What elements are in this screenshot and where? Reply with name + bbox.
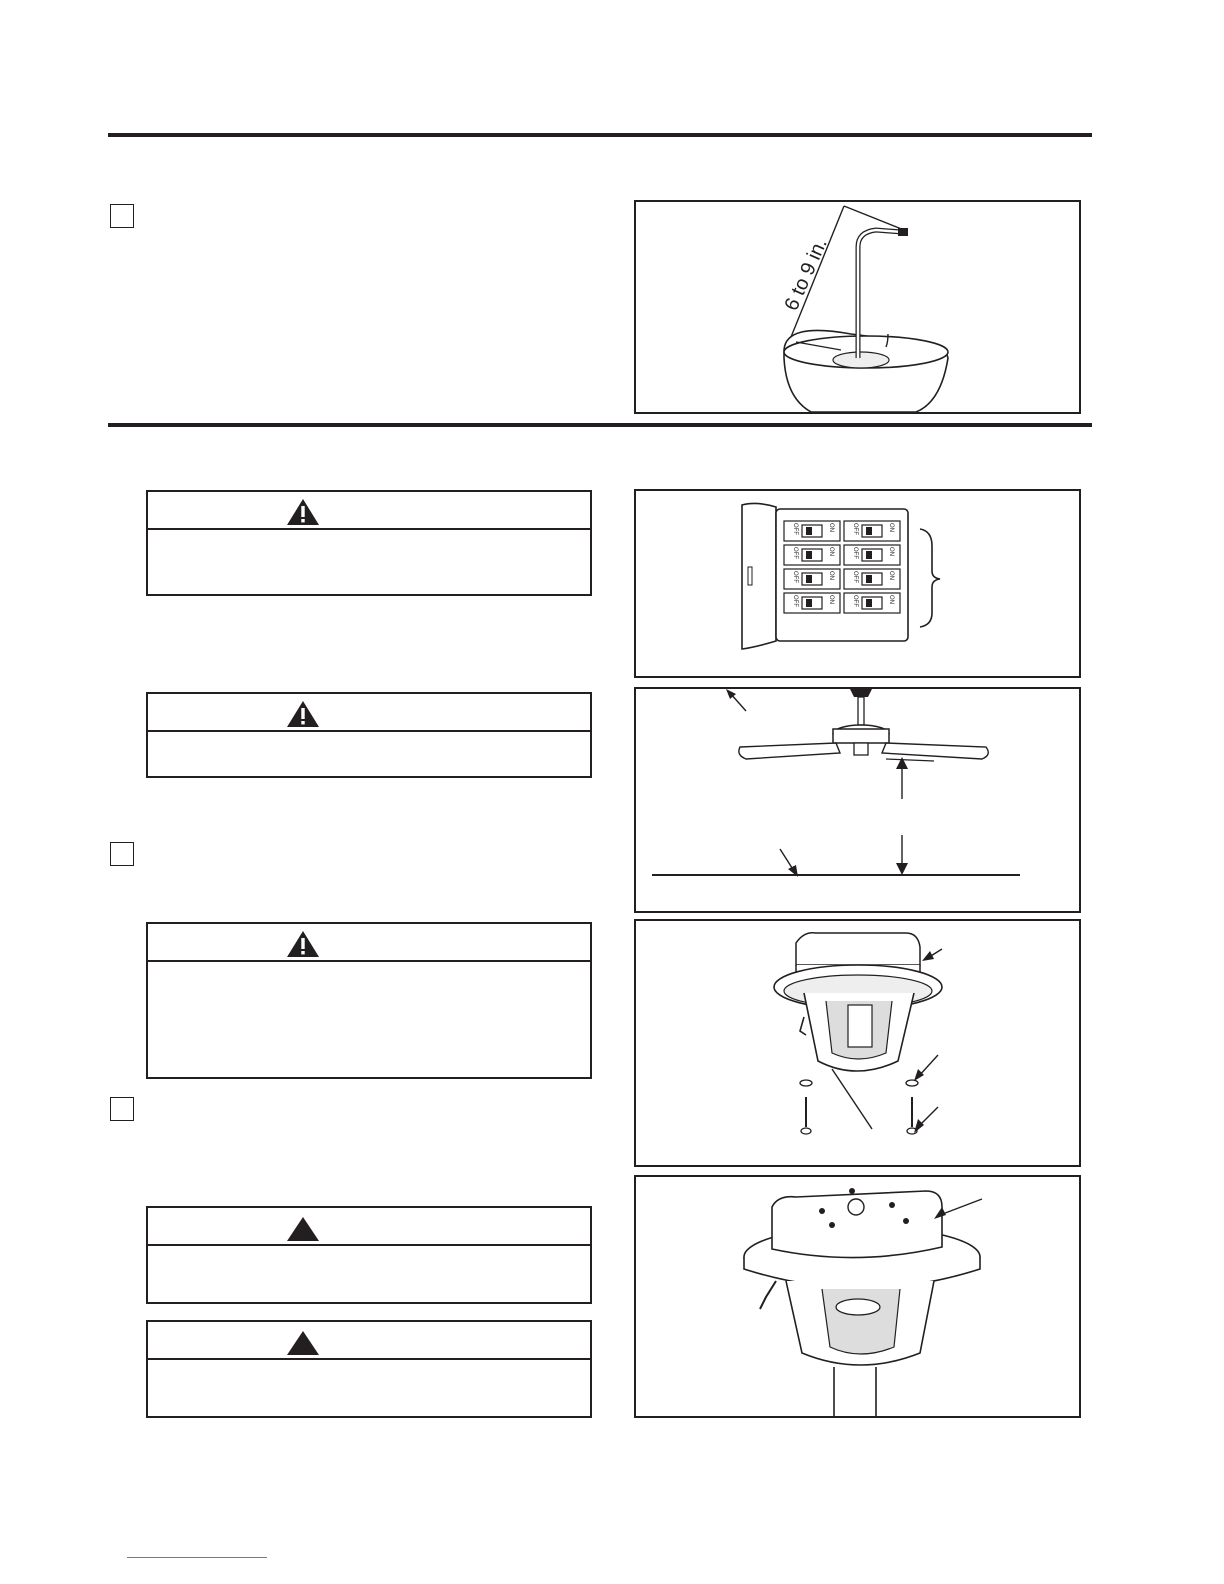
- breaker-switch: [844, 521, 900, 541]
- figure-bracket-assembly: [634, 1175, 1081, 1418]
- warning-triangle-icon: [286, 498, 320, 526]
- breaker-label-off: OFF: [792, 523, 798, 535]
- breaker-switch: [784, 593, 840, 613]
- caution-header: [148, 1208, 590, 1246]
- warning-triangle-icon: [286, 700, 320, 728]
- warning-header: [148, 924, 590, 962]
- caution-header: [148, 1322, 590, 1360]
- mounting-screws-illustration: [636, 921, 1079, 1165]
- breaker-label-on: ON: [828, 523, 834, 532]
- warning-box-3: [146, 922, 592, 1079]
- caution-triangle-icon: [286, 1328, 320, 1356]
- bracket-assembly-illustration: [636, 1177, 1079, 1416]
- breaker-label-on: ON: [828, 595, 834, 604]
- figure-wire-length: [634, 200, 1081, 414]
- breaker-label-on: ON: [888, 571, 894, 580]
- step-checkbox-1[interactable]: [110, 204, 134, 228]
- breaker-label-off: OFF: [792, 571, 798, 583]
- wire-length-illustration: [636, 202, 1079, 412]
- breaker-label-on: ON: [888, 547, 894, 556]
- warning-box-1: [146, 490, 592, 596]
- warning-header: [148, 694, 590, 732]
- breaker-label-off: OFF: [852, 523, 858, 535]
- breaker-panel-illustration: [636, 491, 1079, 676]
- figure-breaker-panel: [634, 489, 1081, 678]
- breaker-label-on: ON: [888, 523, 894, 532]
- breaker-label-off: OFF: [852, 595, 858, 607]
- breaker-switch: [844, 593, 900, 613]
- step-checkbox-3[interactable]: [110, 1097, 134, 1121]
- breaker-label-off: OFF: [792, 547, 798, 559]
- breaker-label-on: ON: [888, 595, 894, 604]
- breaker-switch: [784, 545, 840, 565]
- figure-mounting-screws: [634, 919, 1081, 1167]
- caution-triangle-icon: [286, 1214, 320, 1242]
- measurement-label: 6 to 9 in.: [780, 234, 832, 315]
- warning-triangle-icon: [286, 930, 320, 958]
- breaker-label-off: OFF: [792, 595, 798, 607]
- footer-link-underline: [127, 1557, 267, 1558]
- warning-header: [148, 492, 590, 530]
- breaker-label-off: OFF: [852, 571, 858, 583]
- section-rule-middle: [108, 423, 1092, 427]
- breaker-switch: [784, 521, 840, 541]
- section-rule-top: [108, 133, 1092, 137]
- breaker-label-on: ON: [828, 547, 834, 556]
- breaker-switch: [844, 569, 900, 589]
- breaker-switch: [784, 569, 840, 589]
- step-checkbox-2[interactable]: [110, 842, 134, 866]
- caution-box-2: [146, 1320, 592, 1418]
- breaker-label-on: ON: [828, 571, 834, 580]
- caution-box-1: [146, 1206, 592, 1304]
- fan-height-illustration: [636, 689, 1079, 911]
- figure-fan-height: [634, 687, 1081, 913]
- breaker-switch: [844, 545, 900, 565]
- warning-box-2: [146, 692, 592, 778]
- breaker-label-off: OFF: [852, 547, 858, 559]
